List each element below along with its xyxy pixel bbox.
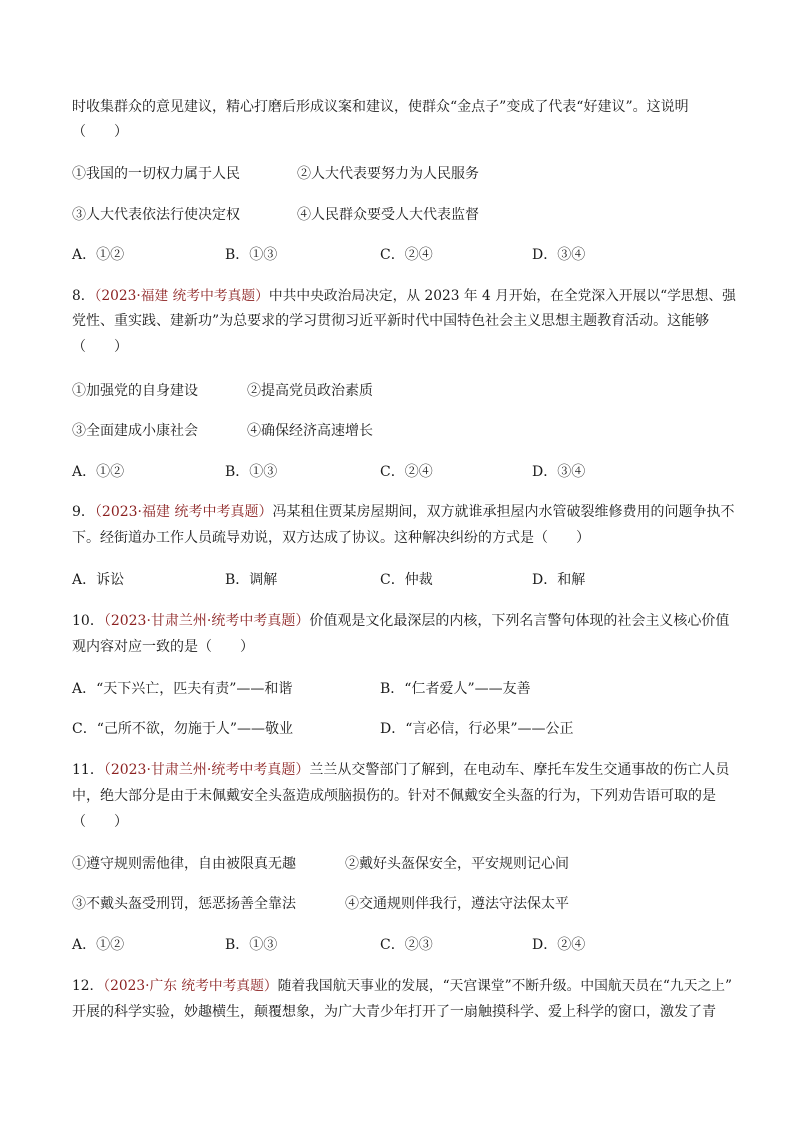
q8-item-4: ④确保经济高速增长 <box>247 423 373 439</box>
q7-item-3: ③人大代表依法行使决定权 <box>72 207 240 223</box>
q9-source: （2023·福建 统考中考真题） <box>94 504 273 520</box>
q8-choice-c: C．②④ <box>380 464 433 480</box>
q9-number: 9． <box>72 504 95 520</box>
q9-stem: 冯某租住贾某房屋期间，双方就谁承担屋内水管破裂维修费用的问题争执不 <box>272 504 735 520</box>
q7-text-line1: 时收集群众的意见建议，精心打磨后形成议案和建议，使群众“金点子”变成了代表“好建议”。这说明 <box>72 99 689 115</box>
q9-choice-c: C．仲裁 <box>380 572 433 588</box>
q10-choice-b: B．“仁者爱人”——友善 <box>380 681 531 697</box>
q11-choice-d: D．②④ <box>532 937 586 953</box>
q8-item-2: ②提高党员政治素质 <box>247 383 373 399</box>
q11-item-2: ②戴好头盔保安全，平安规则记心间 <box>345 856 569 872</box>
q11-item-4: ④交通规则伴我行，遵法守法保太平 <box>345 896 569 912</box>
q8-source: （2023·福建 统考中考真题） <box>94 288 269 304</box>
q7-choice-a: A．①② <box>72 247 125 263</box>
q9-choice-a: A．诉讼 <box>72 572 125 588</box>
q12-text-line1 <box>72 976 732 996</box>
q8-text-line1 <box>72 286 736 306</box>
q12-source: （2023·广东 统考中考真题） <box>103 978 278 994</box>
q11-text-line2: 中，绝大部分是由于未佩戴安全头盔造成颅脑损伤的。针对不佩戴安全头盔的行为，下列劝告语可取的是 <box>72 788 716 804</box>
q11-choice-c: C．②③ <box>380 937 433 953</box>
q11-choice-b: B．①③ <box>225 937 278 953</box>
q10-source: （2023·甘肃兰州·统考中考真题） <box>103 613 310 629</box>
q12-stem: 随着我国航天事业的发展，“天宫课堂”不断升级。中国航天员在“九天之上” <box>277 978 732 994</box>
q8-choice-a: A．①② <box>72 464 125 480</box>
q7-item-1: ①我国的一切权力属于人民 <box>72 166 240 182</box>
q8-number: 8． <box>72 288 95 304</box>
q7-item-4: ④人民群众要受人大代表监督 <box>297 207 479 223</box>
q10-choice-d: D．“言必信，行必果”——公正 <box>380 721 574 737</box>
q7-choice-d: D．③④ <box>532 247 586 263</box>
q11-text-line3: （ ） <box>72 814 128 830</box>
q11-number: 11． <box>72 762 104 778</box>
q10-text-line1 <box>72 611 729 631</box>
q10-stem: 价值观是文化最深层的内核，下列名言警句体现的社会主义核心价值 <box>309 613 730 629</box>
q7-text-line2: （ ） <box>72 124 128 140</box>
q8-choice-b: B．①③ <box>225 464 278 480</box>
q10-choice-a: A．“天下兴亡，匹夫有责”——和谐 <box>72 681 293 697</box>
q9-text-line2: 下。经街道办工作人员疏导劝说，双方达成了协议。这种解决纠纷的方式是（ ） <box>72 530 590 546</box>
q11-item-1: ①遵守规则需他律，自由被限真无趣 <box>72 856 296 872</box>
q11-text-line1 <box>72 760 729 780</box>
q8-text-line3: （ ） <box>72 339 128 355</box>
q9-text-line1 <box>72 502 734 522</box>
q8-stem: 中共中央政治局决定，从 2023 年 4 月开始，在全党深入开展以“学思想、强 <box>268 288 736 304</box>
q11-choice-a: A．①② <box>72 937 125 953</box>
q8-item-1: ①加强党的自身建设 <box>72 383 198 399</box>
q9-choice-d: D．和解 <box>532 572 586 588</box>
q11-stem: 兰兰从交警部门了解到，在电动车、摩托车发生交通事故的伤亡人员 <box>309 762 730 778</box>
q7-item-2: ②人大代表要努力为人民服务 <box>297 166 479 182</box>
q9-choice-b: B．调解 <box>225 572 278 588</box>
q8-text-line2: 党性、重实践、建新功”为总要求的学习贯彻习近平新时代中国特色社会主义思想主题教育活动。这能够 <box>72 313 710 329</box>
q12-number: 12． <box>72 978 104 994</box>
q10-choice-c: C．“己所不欲，勿施于人”——敬业 <box>72 721 294 737</box>
q11-source: （2023·甘肃兰州·统考中考真题） <box>103 762 310 778</box>
q7-choice-c: C．②④ <box>380 247 433 263</box>
q10-text-line2: 观内容对应一致的是（ ） <box>72 639 254 655</box>
q7-choice-b: B．①③ <box>225 247 278 263</box>
q8-choice-d: D．③④ <box>532 464 586 480</box>
q10-number: 10． <box>72 613 104 629</box>
q11-item-3: ③不戴头盔受刑罚，惩恶扬善全靠法 <box>72 896 296 912</box>
q12-text-line2: 开展的科学实验，妙趣横生，颠覆想象，为广大青少年打开了一扇触摸科学、爱上科学的窗口，激发了青 <box>72 1004 716 1020</box>
q8-item-3: ③全面建成小康社会 <box>72 423 198 439</box>
